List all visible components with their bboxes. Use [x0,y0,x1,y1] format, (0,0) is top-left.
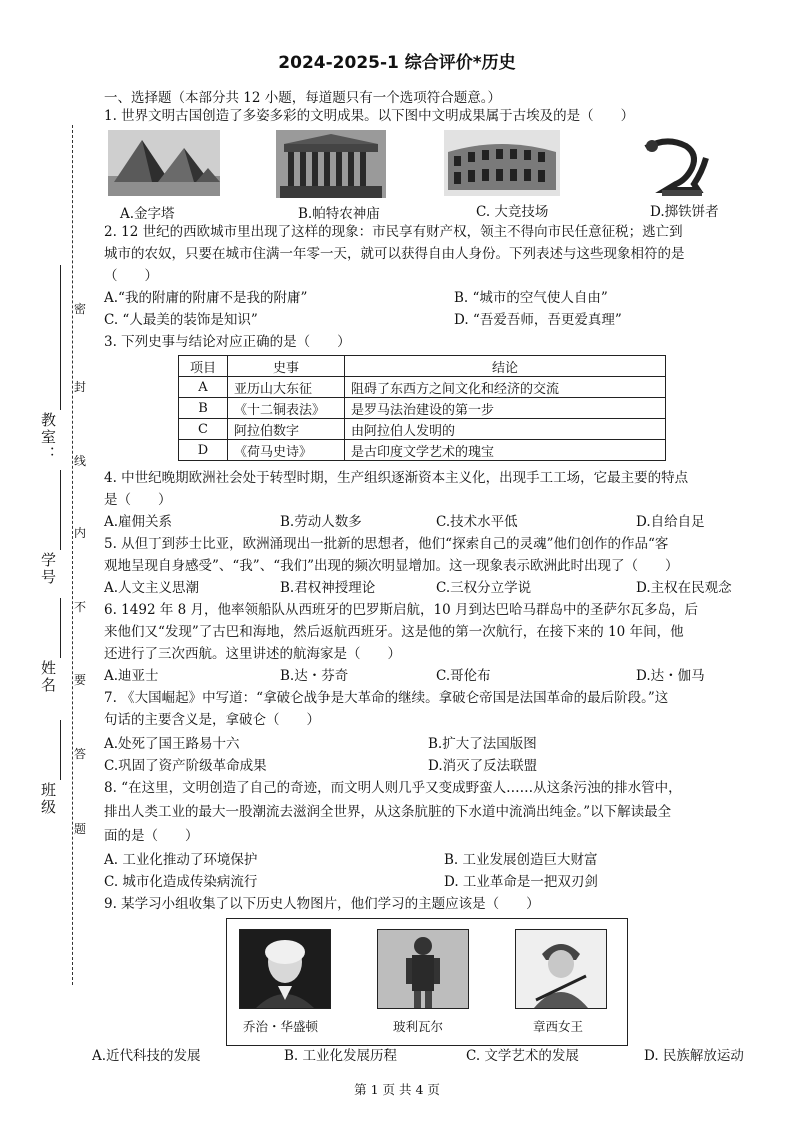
q5-option-a[interactable]: A.人文主义思潮 [104,580,200,596]
seal-mark: 不 [74,600,87,614]
column-header: 结论 [345,356,666,377]
q8-stem-line1: 8. “在这里，文明创造了自己的奇迹，而文明人则几乎又变成野蛮人……从这条污浊的排水管中， [104,780,682,796]
q5-stem-line1: 5. 从但丁到莎士比亚，欧洲涌现出一批新的思想者，他们“探索自己的灵魂”他们创作的作品“客 [104,536,669,552]
q6-stem-line3: 还进行了三次西航。这里讲述的航海家是（ ） [104,646,401,662]
bolivar-portrait [377,929,469,1009]
q8-option-b[interactable]: B. 工业发展创造巨大财富 [444,852,598,868]
table-cell: 《荷马史诗》 [228,440,345,461]
table-row[interactable] [179,377,666,398]
classroom-field-line[interactable] [60,265,61,410]
q5-option-d[interactable]: D.主权在民观念 [636,580,732,596]
q4-stem-line1: 4. 中世纪晚期欧洲社会处于转型时期，生产组织逐渐资本主义化，出现手工工场，它最主要的特点 [104,470,689,486]
q9-option-d[interactable]: D. 民族解放运动 [644,1048,744,1064]
portrait-caption: 章西女王 [533,1019,584,1034]
q6-stem-line2: 来他们又“发现”了古巴和海地，然后返航西班牙。这是他的第一次航行，在接下来的 10 年间，他 [104,624,684,640]
q3-table [178,355,666,461]
q9-option-b[interactable]: B. 工业化发展历程 [284,1048,398,1064]
student-id-field-line[interactable] [60,470,61,550]
seal-mark: 要 [74,673,87,687]
portrait-caption: 玻利瓦尔 [393,1019,444,1034]
seal-mark: 答 [74,747,87,761]
table-cell: A [179,377,228,398]
q4-stem-line2: 是（ ） [104,492,172,508]
name-label: 姓名 [39,660,57,694]
q2-stem-line1: 2. 12 世纪的西欧城市里出现了这样的现象：市民享有财产权，领主不得向市民任意征税；逃亡到 [104,224,683,240]
q6-option-a[interactable]: A.迪亚士 [104,668,159,684]
q1-option-b[interactable]: B.帕特农神庙 [298,206,380,222]
seal-mark: 封 [74,380,87,394]
rani-of-jhansi-portrait [515,929,607,1009]
page-number: 第 1 页 共 4 页 [354,1082,440,1097]
q7-option-c[interactable]: C.巩固了资产阶级革命成果 [104,758,267,774]
q7-option-b[interactable]: B.扩大了法国版图 [428,736,537,752]
q4-option-b[interactable]: B.劳动人数多 [280,514,362,530]
q1-option-d[interactable]: D.掷铁饼者 [650,204,719,220]
q2-stem-line2: 城市的农奴，只要在城市住满一年零一天，就可以获得自由人身份。下列表述与这些现象相符的是 [104,246,685,262]
classroom-label: 教室： [39,412,57,463]
q9-stem: 9. 某学习小组收集了以下历史人物图片，他们学习的主题应该是（ ） [104,896,540,912]
q2-option-b[interactable]: B. “城市的空气使人自由” [454,290,608,306]
q4-option-a[interactable]: A.雇佣关系 [104,514,173,530]
q8-stem-line2: 排出人类工业的最大一股潮流去滋润全世界，从这条肮脏的下水道中流淌出纯金。”以下解读最全 [104,804,672,820]
q8-option-a[interactable]: A. 工业化推动了环境保护 [104,852,258,868]
q8-stem-line3: 面的是（ ） [104,828,199,844]
table-cell: 阿拉伯数字 [228,419,345,440]
q6-stem-line1: 6. 1492 年 8 月，他率领船队从西班牙的巴罗斯启航，10 月到达巴哈马群岛中的圣萨尔瓦多岛，后 [104,602,698,618]
seal-mark: 题 [74,822,87,836]
table-cell: 《十二铜表法》 [228,398,345,419]
table-cell: D [179,440,228,461]
q5-stem-line2: 观地呈现自身感受”、“我”、“我们”出现的频次明显增加。这一现象表示欧洲此时出现了（ ） [104,558,679,574]
colosseum-image [444,130,560,196]
table-cell: C [179,419,228,440]
class-field-line[interactable] [60,720,61,780]
q7-option-d[interactable]: D.消灭了反法联盟 [428,758,538,774]
seal-mark: 密 [74,302,87,316]
q1-option-a[interactable]: A.金字塔 [120,206,175,222]
q1-option-c[interactable]: C. 大竞技场 [476,204,549,220]
q2-option-a[interactable]: A.“我的附庸的附庸不是我的附庸” [104,290,308,306]
q7-stem-line1: 7. 《大国崛起》中写道：“拿破仑战争是大革命的继续。拿破仑帝国是法国革命的最后阶段。”这 [104,690,669,706]
q6-option-d[interactable]: D.达・伽马 [636,668,705,684]
portrait-caption: 乔治・华盛顿 [243,1019,319,1034]
q2-option-c[interactable]: C. “人最美的装饰是知识” [104,312,258,328]
q7-option-a[interactable]: A.处死了国王路易十六 [104,736,240,752]
column-header: 项目 [179,356,228,377]
washington-portrait [239,929,331,1009]
q9-portrait-panel [226,918,628,1046]
table-cell: 是古印度文学艺术的瑰宝 [345,440,666,461]
page-title: 2024-2025-1 综合评价*历史 [278,53,516,73]
section-heading: 一、选择题（本部分共 12 小题，每道题只有一个选项符合题意。） [104,90,502,106]
q5-option-b[interactable]: B.君权神授理论 [280,580,376,596]
table-row[interactable] [179,440,666,461]
q1-stem: 1. 世界文明古国创造了多姿多彩的文明成果。以下图中文明成果属于古埃及的是（ ） [104,108,635,124]
seal-mark: 线 [74,454,87,468]
q4-option-d[interactable]: D.自给自足 [636,514,705,530]
class-label: 班级 [39,782,57,816]
q2-stem-line3: （ ） [104,268,158,284]
q6-option-b[interactable]: B.达・芬奇 [280,668,349,684]
q6-option-c[interactable]: C.哥伦布 [436,668,491,684]
table-cell: 阻碍了东西方之间文化和经济的交流 [345,377,666,398]
table-cell: 是罗马法治建设的第一步 [345,398,666,419]
q9-option-c[interactable]: C. 文学艺术的发展 [466,1048,579,1064]
q8-option-d[interactable]: D. 工业革命是一把双刃剑 [444,874,598,890]
table-row[interactable] [179,398,666,419]
binding-dashed-line [72,125,73,985]
table-cell: B [179,398,228,419]
q3-stem: 3. 下列史事与结论对应正确的是（ ） [104,334,351,350]
table-header-row [179,356,666,377]
discobolus-image [636,128,716,200]
seal-mark: 内 [74,526,87,540]
table-cell: 由阿拉伯人发明的 [345,419,666,440]
q9-option-a[interactable]: A.近代科技的发展 [92,1048,201,1064]
pyramids-image [108,130,220,196]
parthenon-image [276,130,386,198]
table-row[interactable] [179,419,666,440]
q2-option-d[interactable]: D. “吾爱吾师，吾更爱真理” [454,312,622,328]
q5-option-c[interactable]: C.三权分立学说 [436,580,532,596]
name-field-line[interactable] [60,598,61,658]
column-header: 史事 [228,356,345,377]
q8-option-c[interactable]: C. 城市化造成传染病流行 [104,874,258,890]
student-id-label: 学号 [39,552,57,586]
q4-option-c[interactable]: C.技术水平低 [436,514,518,530]
table-cell: 亚历山大东征 [228,377,345,398]
q7-stem-line2: 句话的主要含义是，拿破仑（ ） [104,712,320,728]
